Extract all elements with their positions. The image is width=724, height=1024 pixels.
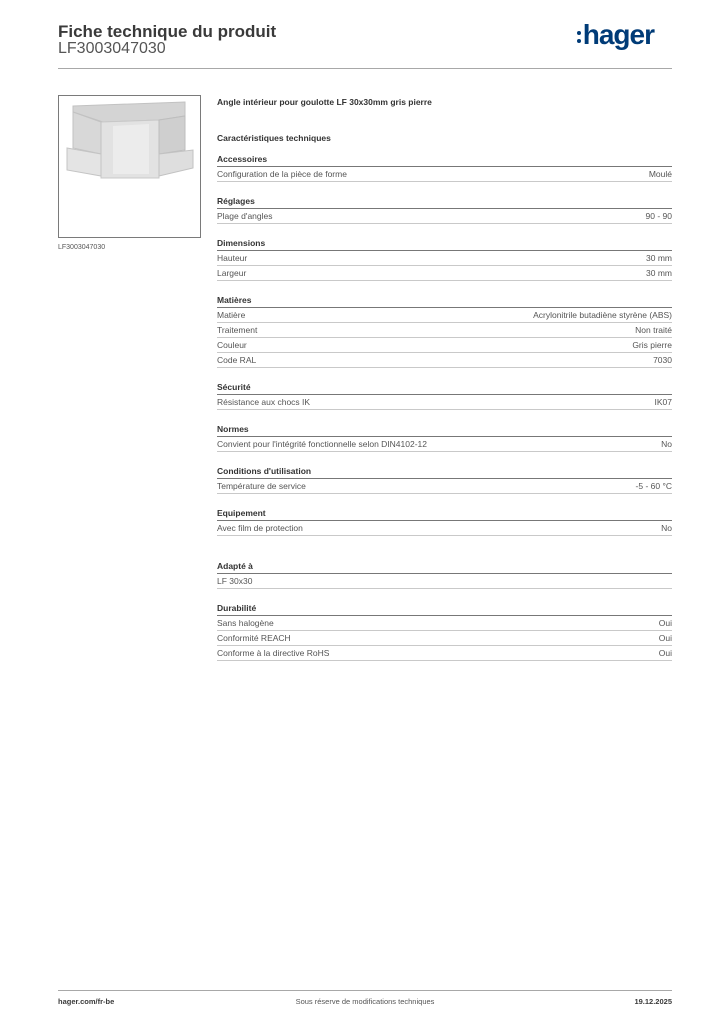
- spec-value: Oui: [658, 633, 672, 643]
- spec-group-title: Dimensions: [217, 237, 672, 251]
- spec-row: [217, 266, 672, 281]
- document-title: Fiche technique du produit: [58, 22, 277, 41]
- spec-value: -5 - 60 °C: [635, 481, 672, 491]
- footer-date: 19.12.2025: [634, 997, 672, 1006]
- spec-value: 30 mm: [646, 268, 672, 278]
- page-footer: [58, 997, 672, 1011]
- spec-value: Acrylonitrile butadiène styrène (ABS): [533, 310, 672, 320]
- spec-row: [217, 616, 672, 631]
- spec-row: [217, 353, 672, 368]
- spec-row: [217, 574, 672, 589]
- spec-group-title: Sécurité: [217, 381, 672, 395]
- spec-group-title: Durabilité: [217, 602, 672, 616]
- spec-value: Gris pierre: [632, 340, 672, 350]
- inner-corner-icon: [59, 96, 200, 237]
- product-title: Angle intérieur pour goulotte LF 30x30mm gris pierre: [217, 97, 432, 107]
- spec-row: [217, 251, 672, 266]
- spec-label: Configuration de la pièce de forme: [217, 169, 347, 179]
- spec-value: 90 - 90: [645, 211, 672, 221]
- spec-label: Code RAL: [217, 355, 257, 365]
- spec-row: [217, 479, 672, 494]
- spec-group-title: Réglages: [217, 195, 672, 209]
- spec-group: [217, 465, 672, 494]
- spec-row: [217, 395, 672, 410]
- spec-group: [217, 381, 672, 410]
- spec-row: [217, 646, 672, 661]
- footer-website: hager.com/fr-be: [58, 997, 115, 1006]
- spec-label: Traitement: [217, 325, 258, 335]
- spec-group: [217, 602, 672, 661]
- spec-label: Plage d'angles: [217, 211, 273, 221]
- spec-group-title: Conditions d'utilisation: [217, 465, 672, 479]
- logo-text: hager: [582, 19, 654, 50]
- spec-row: [217, 338, 672, 353]
- spec-group-title: Normes: [217, 423, 672, 437]
- footer-disclaimer: Sous réserve de modifications techniques: [295, 997, 435, 1006]
- spec-label: Hauteur: [217, 253, 248, 263]
- logo-dots-icon: [577, 31, 581, 43]
- spec-label: Largeur: [217, 268, 247, 278]
- spec-group-title: Equipement: [217, 507, 672, 521]
- spec-value: Moulé: [648, 169, 672, 179]
- spec-row: [217, 437, 672, 452]
- footer-divider: [58, 990, 672, 991]
- spec-group-title: Adapté à: [217, 560, 672, 574]
- product-image: [58, 95, 201, 238]
- spec-row: [217, 308, 672, 323]
- spec-row: [217, 323, 672, 338]
- hager-logo: [577, 20, 654, 50]
- section-heading: Caractéristiques techniques: [217, 133, 331, 143]
- spec-value: Oui: [658, 618, 672, 628]
- header-divider: [58, 68, 672, 69]
- spec-value: No: [661, 523, 672, 533]
- spec-group: [217, 195, 672, 224]
- spec-value: IK07: [654, 397, 672, 407]
- spec-group-title: Accessoires: [217, 153, 672, 167]
- spec-label: LF 30x30: [217, 576, 253, 586]
- product-reference: LF3003047030: [58, 40, 166, 57]
- spec-groups: [217, 153, 672, 661]
- spec-group: [217, 153, 672, 182]
- spec-label: Température de service: [217, 481, 306, 491]
- spec-value: Non traité: [635, 325, 672, 335]
- spec-label: Résistance aux chocs IK: [217, 397, 311, 407]
- spec-group: [217, 507, 672, 536]
- spec-label: Couleur: [217, 340, 247, 350]
- spec-label: Avec film de protection: [217, 523, 303, 533]
- spec-row: [217, 167, 672, 182]
- spec-label: Conforme à la directive RoHS: [217, 648, 330, 658]
- image-caption: LF3003047030: [58, 244, 106, 251]
- spec-value: No: [661, 439, 672, 449]
- spec-group: [217, 237, 672, 281]
- spec-group-title: Matières: [217, 294, 672, 308]
- spec-label: Conformité REACH: [217, 633, 291, 643]
- spec-label: Matière: [217, 310, 246, 320]
- spec-group: [217, 294, 672, 368]
- spec-row: [217, 631, 672, 646]
- spec-row: [217, 521, 672, 536]
- spec-row: [217, 209, 672, 224]
- spec-value: Oui: [658, 648, 672, 658]
- spec-value: 30 mm: [646, 253, 672, 263]
- spec-content: [217, 96, 672, 661]
- spec-label: Convient pour l'intégrité fonctionnelle selon DIN4102-12: [217, 439, 428, 449]
- spec-value: 7030: [653, 355, 672, 365]
- page-header: [58, 20, 672, 70]
- spec-group: [217, 560, 672, 589]
- spec-label: Sans halogène: [217, 618, 274, 628]
- spec-group: [217, 423, 672, 452]
